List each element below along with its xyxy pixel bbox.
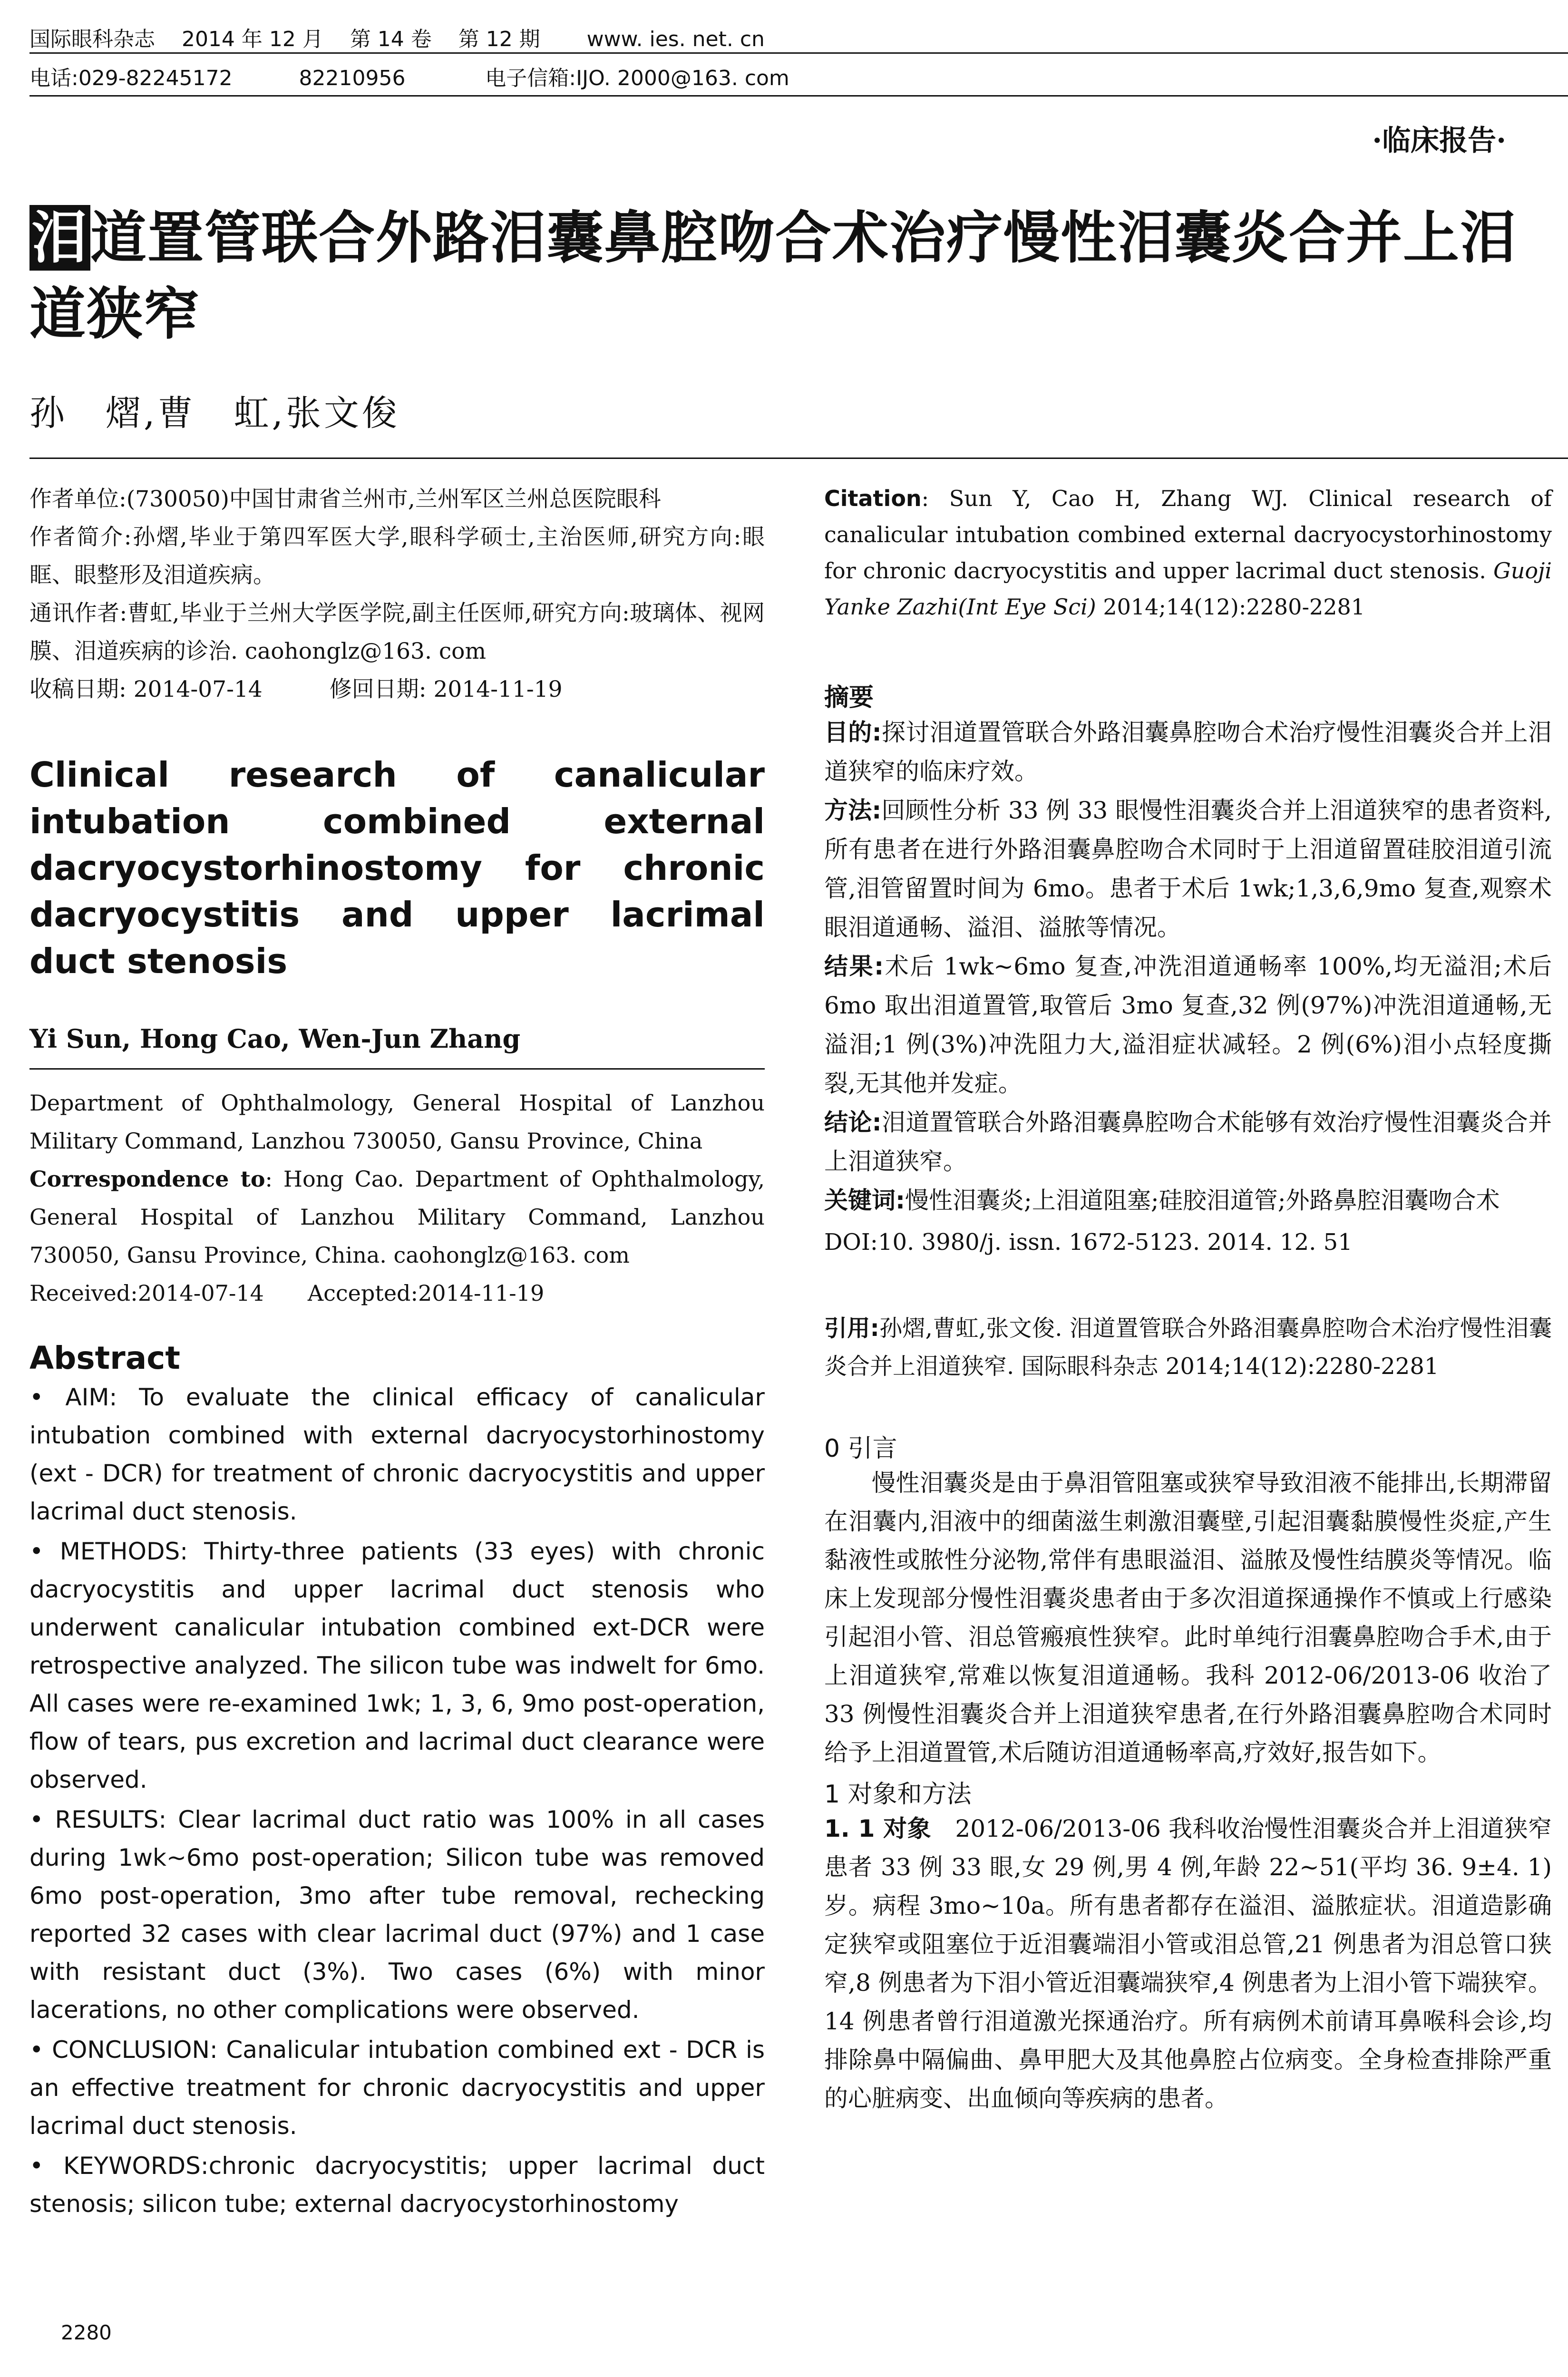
chinese-citation: [824, 1309, 1552, 1385]
intro-text: 慢性泪囊炎是由于鼻泪管阻塞或狭窄导致泪液不能排出,长期滞留在泪囊内,泪液中的细菌滋生刺激泪囊壁,引起泪囊黏膜慢性炎症,产生黏液性或脓性分泌物,常伴有患眼溢泪、溢脓及慢性结膜炎等情况。临床上发现部分慢性泪囊炎患者由于多次泪道探通操作不慎或上行感染引起泪小管、泪总管瘢痕性狭窄。此时单纯行泪囊鼻腔吻合手术,由于上泪道狭窄,常难以恢复泪道通畅。我科 2012-06/2013-06 收治了 33 例慢性泪囊炎合并上泪道狭窄患者,在行外路泪囊鼻腔吻合术同时给予上泪道置管,术后随访泪道通畅率高,疗效好,报告如下。: [824, 1469, 1552, 1766]
chinese-citation-text: 孙熠,曹虹,张文俊. 泪道置管联合外路泪囊鼻腔吻合术治疗慢性泪囊炎合并上泪道狭窄. 国际眼科杂志 2014;14(12):2280-2281: [824, 1315, 1552, 1380]
abstract-results: • RESULTS: Clear lacrimal duct ratio was 100% in all cases during 1wk~6mo post-operation; Silicon tube was removed 6mo post-operation, 3mo after tube removal, rechecking reported 32 cases with clear lacrimal duct (97%) and 1 case with resistant duct (3%). Two cases (6%) with minor lacerations, no other complications were observed.: [29, 1806, 765, 2024]
zh-conclusion-text: 泪道置管联合外路泪囊鼻腔吻合术能够有效治疗慢性泪囊炎合并上泪道狭窄。: [824, 1109, 1552, 1175]
section-tag: ·临床报告·: [1372, 124, 1506, 157]
page-number: 2280: [61, 2321, 112, 2344]
correspondence-label: Correspondence to: [29, 1166, 265, 1192]
header-divider: [29, 95, 1568, 97]
methods-subjects-text: 2012-06/2013-06 我科收治慢性泪囊炎合并上泪道狭窄患者 33 例 33 眼,女 29 例,男 4 例,年龄 22~51(平均 36. 9±4. 1)岁。病程 3mo~10a。所有患者都存在溢泪、溢脓症状。泪道造影确定狭窄或阻塞位于近泪囊端泪小管或泪总管,21 例患者为泪总管口狭窄,8 例患者为下泪小管近泪囊端狭窄,4 例患者为上泪小管下端狭窄。14 例患者曾行泪道激光探通治疗。所有病例术前请耳鼻喉科会诊,均排除鼻中隔偏曲、鼻甲肥大及其他鼻腔占位病变。全身检查排除严重的心脏病变、出血倾向等疾病的患者。: [824, 1815, 1552, 2112]
chinese-citation-label: 引用:: [824, 1315, 879, 1342]
journal-header: 国际眼科杂志 2014 年 12 月 第 14 卷 第 12 期 www. ies. net. cn: [29, 27, 765, 51]
author-affiliation: 作者单位:(730050)中国甘肃省兰州市,兰州军区兰州总医院眼科: [29, 486, 661, 512]
received-dates: 收稿日期: 2014-07-14 修回日期: 2014-11-19: [29, 676, 563, 702]
zh-results-label: 结果:: [824, 953, 884, 980]
zh-abstract-methods: [824, 791, 1552, 947]
abstract-aim: • AIM: To evaluate the clinical efficacy of canalicular intubation combined with external dacryocystorhinostomy (ext - DCR) for treatment of chronic dacryocystitis and upper lacrimal duct stenosis.: [29, 1383, 765, 1525]
title-first-char: 泪: [29, 205, 90, 271]
citation-tail: 2014;14(12):2280-2281: [1096, 594, 1365, 620]
english-affiliation: Department of Ophthalmology, General Hospital of Lanzhou Military Command, Lanzhou 730050, Gansu Province, China: [29, 1090, 765, 1154]
citation-label: Citation: [824, 486, 922, 511]
zh-keywords-label: 关键词:: [824, 1187, 905, 1214]
zh-abstract-keywords: [824, 1181, 1552, 1220]
corresponding-author: 通讯作者:曹虹,毕业于兰州大学医学院,副主任医师,研究方向:玻璃体、视网膜、泪道疾病的诊治. caohonglz@163. com: [29, 600, 765, 664]
english-title: Clinical research of canalicular intubation combined external dacryocystorhinostomy for chronic dacryocystitis and upper lacrimal duct stenosis: [29, 755, 765, 981]
zh-methods-label: 方法:: [824, 797, 882, 824]
methods-heading: 1 对象和方法: [824, 1780, 972, 1809]
zh-keywords-text: 慢性泪囊炎;上泪道阻塞;硅胶泪道管;外路鼻腔泪囊吻合术: [905, 1187, 1500, 1214]
correspondence: [29, 1160, 765, 1274]
article-title: [29, 200, 1568, 352]
abstract-heading: Abstract: [29, 1340, 180, 1376]
abstract-methods: • METHODS: Thirty-three patients (33 eyes) with chronic dacryocystitis and upper lacrimal duct stenosis who underwent canalicular intubation combined ext-DCR were retrospective analyzed. The silicon tube was indwelt for 6mo. All cases were re-examined 1wk; 1, 3, 6, 9mo post-operation, flow of tears, pus excretion and lacrimal duct clearance were observed.: [29, 1538, 765, 1793]
header-divider: [29, 52, 1568, 54]
methods-subjects: [824, 1810, 1552, 2118]
english-affiliation-block: [29, 1084, 765, 1312]
chinese-abstract: [824, 713, 1552, 1262]
intro-heading: 0 引言: [824, 1434, 897, 1463]
abstract-keywords: • KEYWORDS:chronic dacryocystitis; upper lacrimal duct stenosis; silicon tube; external dacryocystorhinostomy: [29, 2152, 765, 2218]
zh-conclusion-label: 结论:: [824, 1109, 882, 1136]
citation: [824, 480, 1552, 625]
zh-aim-text: 探讨泪道置管联合外路泪囊鼻腔吻合术治疗慢性泪囊炎合并上泪道狭窄的临床疗效。: [824, 719, 1552, 785]
journal-contact: 电话:029-82245172 82210956 电子信箱:IJO. 2000@163. com: [29, 66, 789, 90]
citation-journal: Guoji Yanke Zazhi(Int Eye Sci): [824, 558, 1552, 620]
title-text: 道置管联合外路泪囊鼻腔吻合术治疗慢性泪囊炎合并上泪道狭窄: [29, 205, 1518, 347]
english-abstract: [29, 1378, 765, 2223]
zh-abstract-conclusion: [824, 1103, 1552, 1181]
zh-methods-text: 回顾性分析 33 例 33 眼慢性泪囊炎合并上泪道狭窄的患者资料,所有患者在进行外路泪囊鼻腔吻合术同时于上泪道留置硅胶泪道引流管,泪管留置时间为 6mo。患者于术后 1wk;1,3,6,9mo 复查,观察术眼泪道通畅、溢泪、溢脓等情况。: [824, 797, 1552, 941]
correspondence-text: : Hong Cao. Department of Ophthalmology, General Hospital of Lanzhou Military Command, Lanzhou 730050, Gansu Province, China. caohonglz@163. com: [29, 1166, 765, 1268]
doi: DOI:10. 3980/j. issn. 1672-5123. 2014. 12. 51: [824, 1229, 1353, 1256]
citation-text: : Sun Y, Cao H, Zhang WJ. Clinical research of canalicular intubation combined external dacryocystorhinostomy for chronic dacryocystitis and upper lacrimal duct stenosis.: [824, 486, 1552, 584]
title-divider: [29, 458, 1568, 459]
authors-rule: [29, 1068, 765, 1070]
authors-chinese: 孙 熠,曹 虹,张文俊: [29, 393, 400, 434]
english-authors: Yi Sun, Hong Cao, Wen-Jun Zhang: [29, 1023, 521, 1054]
methods-sub-label: 1. 1 对象: [824, 1815, 931, 1842]
zh-results-text: 术后 1wk~6mo 复查,冲洗泪道通畅率 100%,均无溢泪;术后 6mo 取出泪道置管,取管后 3mo 复查,32 例(97%)冲洗泪道通畅,无溢泪;1 例(3%)冲洗阻力大,溢泪症状减轻。2 例(6%)泪小点轻度撕裂,无其他并发症。: [824, 953, 1552, 1097]
zh-abstract-results: [824, 947, 1552, 1103]
abstract-conclusion: • CONCLUSION: Canalicular intubation combined ext - DCR is an effective treatment for chronic dacryocystitis and upper lacrimal duct stenosis.: [29, 2036, 765, 2140]
zh-aim-label: 目的:: [824, 719, 882, 746]
author-info: [29, 480, 765, 709]
right-column: [824, 480, 1552, 2118]
zh-abstract-aim: [824, 713, 1552, 791]
author-bio: 作者简介:孙熠,毕业于第四军医大学,眼科学硕士,主治医师,研究方向:眼眶、眼整形及泪道疾病。: [29, 524, 765, 588]
left-column: [29, 480, 765, 2223]
english-received-dates: Received:2014-07-14 Accepted:2014-11-19: [29, 1280, 545, 1306]
chinese-abstract-heading: 摘要: [824, 683, 874, 712]
